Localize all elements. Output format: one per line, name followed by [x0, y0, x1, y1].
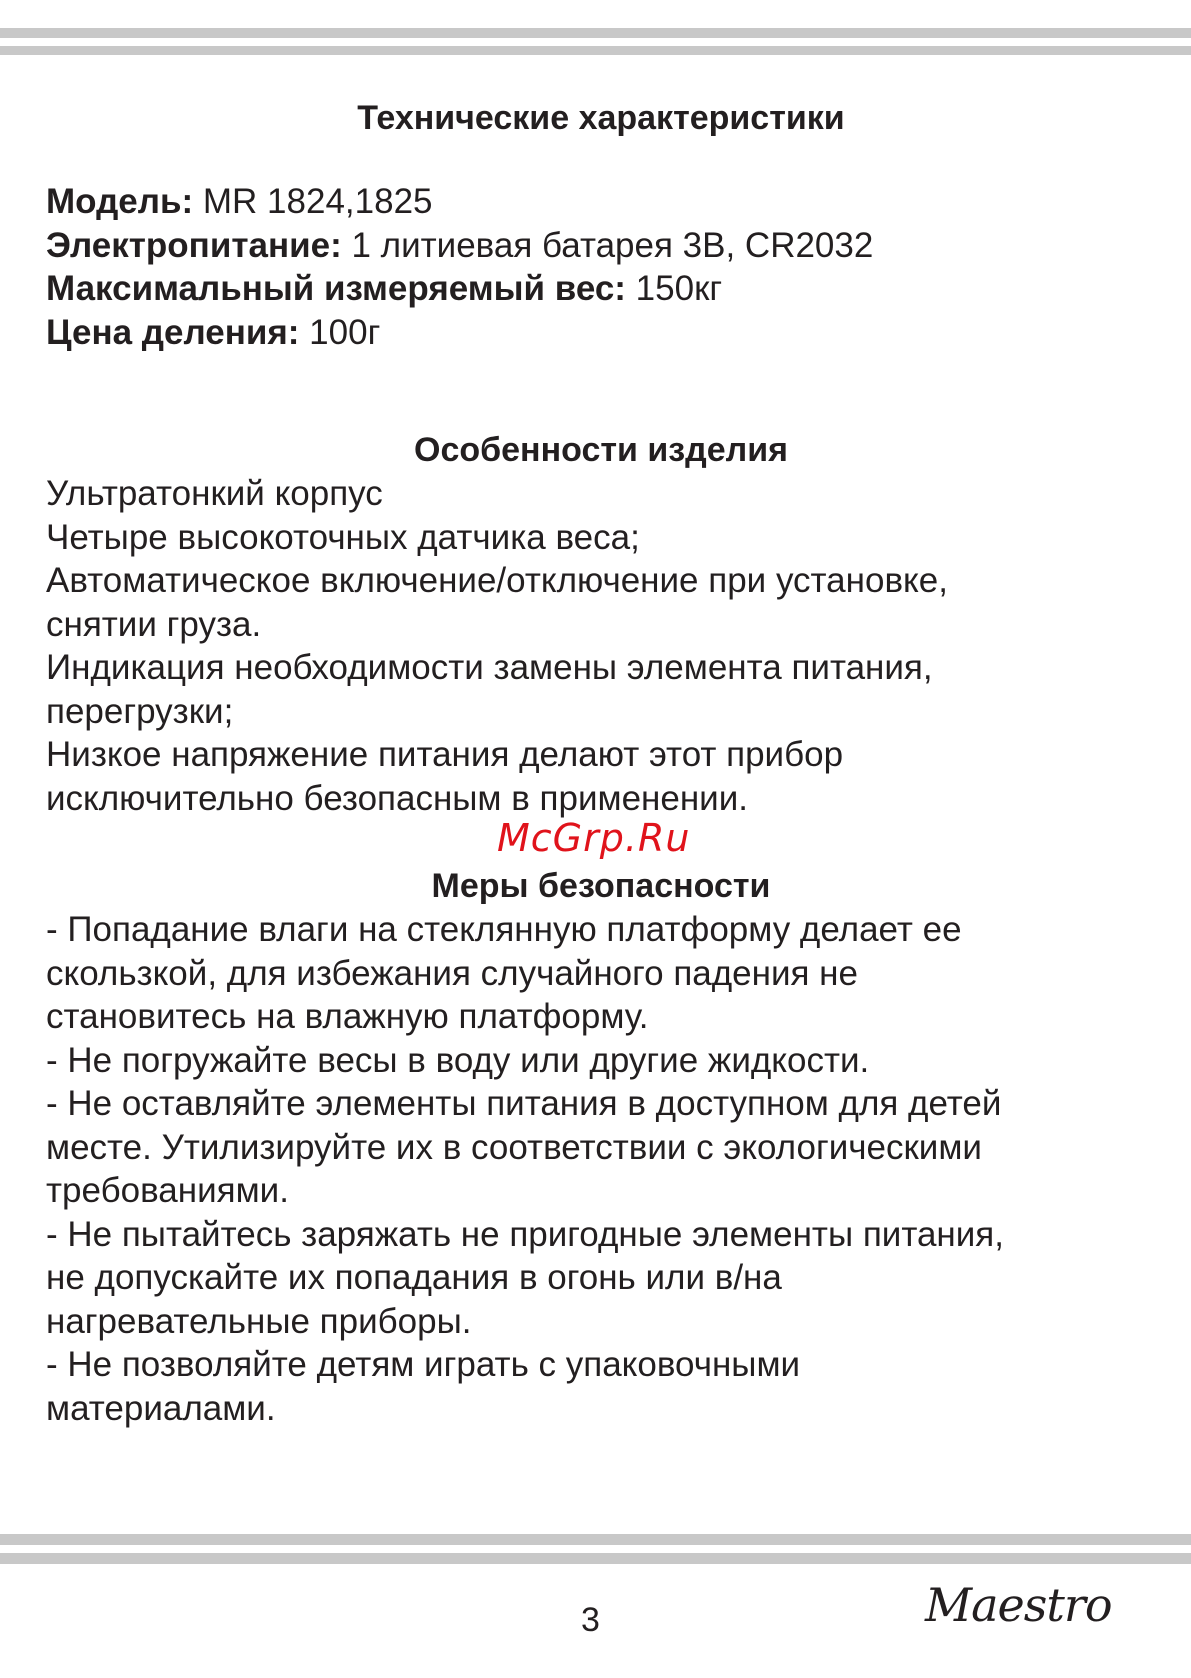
bottom-rule-2 [0, 1553, 1191, 1564]
top-rule-1 [0, 28, 1191, 38]
feature-line: Ультратонкий корпус [46, 474, 383, 513]
features-list [46, 472, 1156, 820]
feature-line: перегрузки; [46, 691, 234, 731]
safety-line: - Не оставляйте элементы питания в доступном для детей [46, 1084, 1002, 1123]
tech-specs-heading: Технические характеристики [357, 99, 845, 137]
spec-value: 150кг [625, 269, 723, 308]
spec-label: Цена деления: [46, 312, 300, 352]
safety-line: месте. Утилизируйте их в соответствии с экологическими [46, 1127, 982, 1167]
feature-line: исключительно безопасным в применении. [46, 778, 748, 818]
page-content [46, 96, 1156, 1430]
spec-label: Модель: [46, 182, 194, 221]
spec-value: MR 1824,1825 [193, 182, 433, 221]
page-number: 3 [581, 1601, 600, 1639]
safety-line: - Попадание влаги на стеклянную платформу делает ее [46, 910, 962, 949]
safety-line: не допускайте их попадания в огонь или в/на [46, 1258, 782, 1297]
feature-line: снятии груза. [46, 604, 262, 644]
safety-line: материалами. [46, 1388, 276, 1428]
spec-max-weight [46, 267, 1156, 311]
spec-model [46, 180, 1156, 224]
spec-list [46, 180, 1156, 354]
brand-logo: Maestro [925, 1578, 1112, 1632]
spec-value: 1 литиевая батарея 3В, CR2032 [341, 225, 874, 265]
spec-power [46, 224, 1156, 268]
safety-list [46, 908, 1156, 1430]
safety-line: - Не позволяйте детям играть с упаковочными [46, 1345, 801, 1384]
safety-line: нагревательные приборы. [46, 1301, 472, 1341]
feature-line: Низкое напряжение питания делают этот прибор [46, 735, 844, 774]
feature-line: Индикация необходимости замены элемента питания, [46, 648, 933, 687]
safety-line: требованиями. [46, 1171, 289, 1210]
feature-line: Автоматическое включение/отключение при установке, [46, 561, 948, 600]
top-rule-2 [0, 46, 1191, 55]
bottom-rule-1 [0, 1534, 1191, 1545]
safety-line: скользкой, для избежания случайного падения не [46, 953, 858, 993]
safety-line: становитесь на влажную платформу. [46, 997, 649, 1036]
safety-heading: Меры безопасности [431, 867, 771, 905]
watermark-text: McGrp.Ru [497, 816, 691, 860]
feature-line: Четыре высокоточных датчика веса; [46, 517, 640, 557]
features-heading: Особенности изделия [414, 431, 788, 469]
safety-line: - Не пытайтесь заряжать не пригодные элементы питания, [46, 1214, 1004, 1254]
spec-value: 100г [299, 312, 381, 352]
safety-line: - Не погружайте весы в воду или другие жидкости. [46, 1040, 870, 1080]
spec-label: Электропитание: [46, 225, 342, 265]
spec-label: Максимальный измеряемый вес: [46, 269, 626, 308]
spec-division [46, 311, 1156, 355]
